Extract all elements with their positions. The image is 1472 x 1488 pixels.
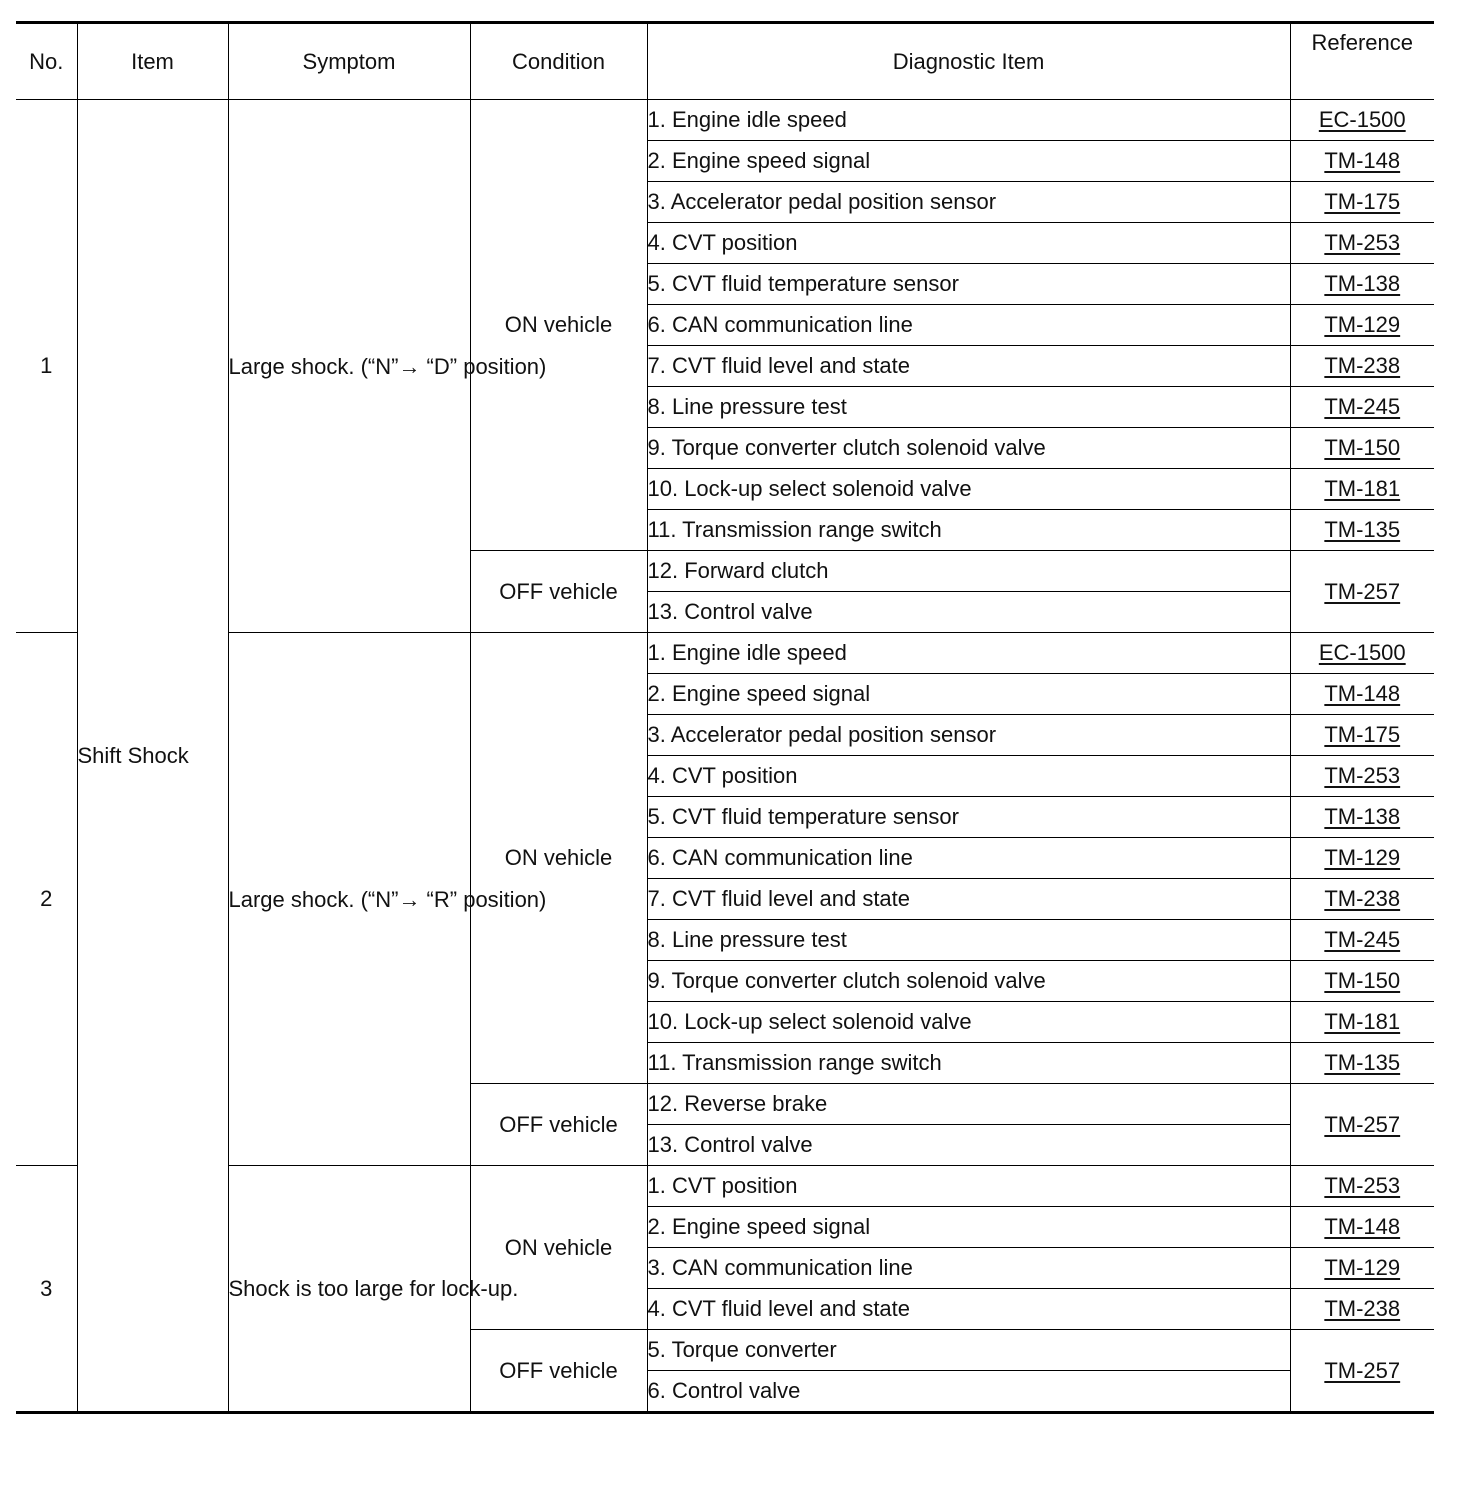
condition-cell: ON vehicle xyxy=(470,1166,647,1330)
reference-cell xyxy=(1290,223,1434,264)
diagnostic-item-cell: 9. Torque converter clutch solenoid valve xyxy=(647,961,1290,1002)
reference-link[interactable]: TM-175 xyxy=(1324,189,1401,214)
reference-cell xyxy=(1290,428,1434,469)
diagnostic-item-cell: 4. CVT position xyxy=(647,223,1290,264)
diagnostic-item-cell: 12. Reverse brake xyxy=(647,1084,1290,1125)
condition-cell: OFF vehicle xyxy=(470,1084,647,1166)
diagnostic-item-cell: 9. Torque converter clutch solenoid valve xyxy=(647,428,1290,469)
reference-cell xyxy=(1290,346,1434,387)
condition-cell: ON vehicle xyxy=(470,100,647,551)
reference-link[interactable]: TM-148 xyxy=(1324,148,1401,173)
reference-link[interactable]: TM-135 xyxy=(1324,517,1401,542)
diagnostic-item-cell: 3. Accelerator pedal position sensor xyxy=(647,715,1290,756)
diagnostic-item-cell: 1. Engine idle speed xyxy=(647,633,1290,674)
no-cell: 3 xyxy=(16,1166,77,1413)
reference-cell xyxy=(1290,920,1434,961)
reference-cell xyxy=(1290,715,1434,756)
diagnostic-item-cell: 11. Transmission range switch xyxy=(647,510,1290,551)
header-reference: Reference xyxy=(1290,23,1434,100)
table-body xyxy=(16,100,1434,1413)
reference-link[interactable]: TM-245 xyxy=(1324,927,1401,952)
reference-link[interactable]: TM-148 xyxy=(1324,1214,1401,1239)
header-no: No. xyxy=(16,23,77,100)
table-row xyxy=(16,633,1434,674)
header-row xyxy=(16,23,1434,100)
reference-link[interactable]: TM-138 xyxy=(1324,271,1401,296)
diagnostic-item-cell: 1. CVT position xyxy=(647,1166,1290,1207)
reference-link[interactable]: TM-150 xyxy=(1324,968,1401,993)
reference-link[interactable]: TM-238 xyxy=(1324,1296,1401,1321)
reference-cell xyxy=(1290,305,1434,346)
reference-link[interactable]: TM-257 xyxy=(1324,1357,1401,1383)
diagnostic-item-cell: 8. Line pressure test xyxy=(647,387,1290,428)
reference-link[interactable]: TM-129 xyxy=(1324,845,1401,870)
reference-link[interactable]: TM-245 xyxy=(1324,394,1401,419)
reference-cell xyxy=(1290,1002,1434,1043)
no-cell: 1 xyxy=(16,100,77,633)
table-row xyxy=(16,100,1434,141)
reference-cell xyxy=(1290,264,1434,305)
reference-link[interactable]: TM-148 xyxy=(1324,681,1401,706)
reference-link[interactable]: EC-1500 xyxy=(1318,107,1406,132)
reference-link[interactable]: TM-175 xyxy=(1324,722,1401,747)
reference-link[interactable]: TM-181 xyxy=(1324,476,1401,501)
diagnostic-item-cell: 8. Line pressure test xyxy=(647,920,1290,961)
header-diagnostic-item: Diagnostic Item xyxy=(647,23,1290,100)
reference-cell xyxy=(1290,838,1434,879)
reference-cell xyxy=(1290,674,1434,715)
reference-cell xyxy=(1290,961,1434,1002)
diagnostic-item-cell: 3. Accelerator pedal position sensor xyxy=(647,182,1290,223)
diagnostic-item-cell: 3. CAN communication line xyxy=(647,1248,1290,1289)
reference-cell xyxy=(1290,387,1434,428)
diagnosis-table xyxy=(16,21,1434,1414)
reference-cell xyxy=(1290,797,1434,838)
condition-cell: ON vehicle xyxy=(470,633,647,1084)
reference-link[interactable]: TM-238 xyxy=(1324,353,1401,378)
reference-cell xyxy=(1290,633,1434,674)
reference-cell xyxy=(1290,551,1434,633)
diagnostic-item-cell: 6. Control valve xyxy=(647,1371,1290,1413)
table-row xyxy=(16,1166,1434,1207)
reference-cell xyxy=(1290,1043,1434,1084)
reference-link[interactable]: TM-253 xyxy=(1324,763,1401,788)
header-condition: Condition xyxy=(470,23,647,100)
diagnostic-item-cell: 6. CAN communication line xyxy=(647,305,1290,346)
reference-cell xyxy=(1290,1330,1434,1413)
diagnostic-item-cell: 2. Engine speed signal xyxy=(647,141,1290,182)
diagnostic-item-cell: 11. Transmission range switch xyxy=(647,1043,1290,1084)
diagnostic-item-cell: 13. Control valve xyxy=(647,1125,1290,1166)
reference-cell xyxy=(1290,756,1434,797)
diagnostic-item-cell: 4. CVT position xyxy=(647,756,1290,797)
reference-link[interactable]: TM-257 xyxy=(1324,578,1401,604)
reference-link[interactable]: TM-257 xyxy=(1324,1111,1401,1137)
diagnostic-item-cell: 1. Engine idle speed xyxy=(647,100,1290,141)
reference-link[interactable]: TM-129 xyxy=(1324,1255,1401,1280)
symptom-cell: Large shock. (“N”→ “R” position) xyxy=(228,633,470,1166)
symptom-cell: Shock is too large for lock-up. xyxy=(228,1166,470,1413)
item-cell: Shift Shock xyxy=(77,100,228,1413)
reference-cell xyxy=(1290,1166,1434,1207)
reference-link[interactable]: EC-1500 xyxy=(1318,640,1406,665)
reference-cell xyxy=(1290,182,1434,223)
reference-link[interactable]: TM-150 xyxy=(1324,435,1401,460)
diagnostic-item-cell: 5. CVT fluid temperature sensor xyxy=(647,797,1290,838)
diagnostic-item-cell: 4. CVT fluid level and state xyxy=(647,1289,1290,1330)
diagnostic-item-cell: 10. Lock-up select solenoid valve xyxy=(647,469,1290,510)
diagnostic-item-cell: 2. Engine speed signal xyxy=(647,1207,1290,1248)
diagnostic-item-cell: 12. Forward clutch xyxy=(647,551,1290,592)
reference-link[interactable]: TM-238 xyxy=(1324,886,1401,911)
header-symptom: Symptom xyxy=(228,23,470,100)
condition-cell: OFF vehicle xyxy=(470,1330,647,1413)
diagnostic-item-cell: 5. Torque converter xyxy=(647,1330,1290,1371)
reference-link[interactable]: TM-129 xyxy=(1324,312,1401,337)
reference-cell xyxy=(1290,141,1434,182)
diagnostic-item-cell: 5. CVT fluid temperature sensor xyxy=(647,264,1290,305)
reference-cell xyxy=(1290,100,1434,141)
reference-link[interactable]: TM-181 xyxy=(1324,1009,1401,1034)
reference-cell xyxy=(1290,510,1434,551)
header-item: Item xyxy=(77,23,228,100)
diagnostic-item-cell: 7. CVT fluid level and state xyxy=(647,879,1290,920)
reference-link[interactable]: TM-253 xyxy=(1324,1173,1401,1198)
reference-link[interactable]: TM-253 xyxy=(1324,230,1401,255)
diagnostic-item-cell: 10. Lock-up select solenoid valve xyxy=(647,1002,1290,1043)
reference-cell xyxy=(1290,1289,1434,1330)
reference-cell xyxy=(1290,469,1434,510)
reference-link[interactable]: TM-138 xyxy=(1324,804,1401,829)
reference-cell xyxy=(1290,879,1434,920)
diagnostic-item-cell: 2. Engine speed signal xyxy=(647,674,1290,715)
reference-link[interactable]: TM-135 xyxy=(1324,1050,1401,1075)
condition-cell: OFF vehicle xyxy=(470,551,647,633)
diagnostic-item-cell: 13. Control valve xyxy=(647,592,1290,633)
reference-cell xyxy=(1290,1084,1434,1166)
diagnostic-item-cell: 6. CAN communication line xyxy=(647,838,1290,879)
diagnostic-item-cell: 7. CVT fluid level and state xyxy=(647,346,1290,387)
no-cell: 2 xyxy=(16,633,77,1166)
reference-cell xyxy=(1290,1248,1434,1289)
symptom-cell: Large shock. (“N”→ “D” position) xyxy=(228,100,470,633)
reference-cell xyxy=(1290,1207,1434,1248)
